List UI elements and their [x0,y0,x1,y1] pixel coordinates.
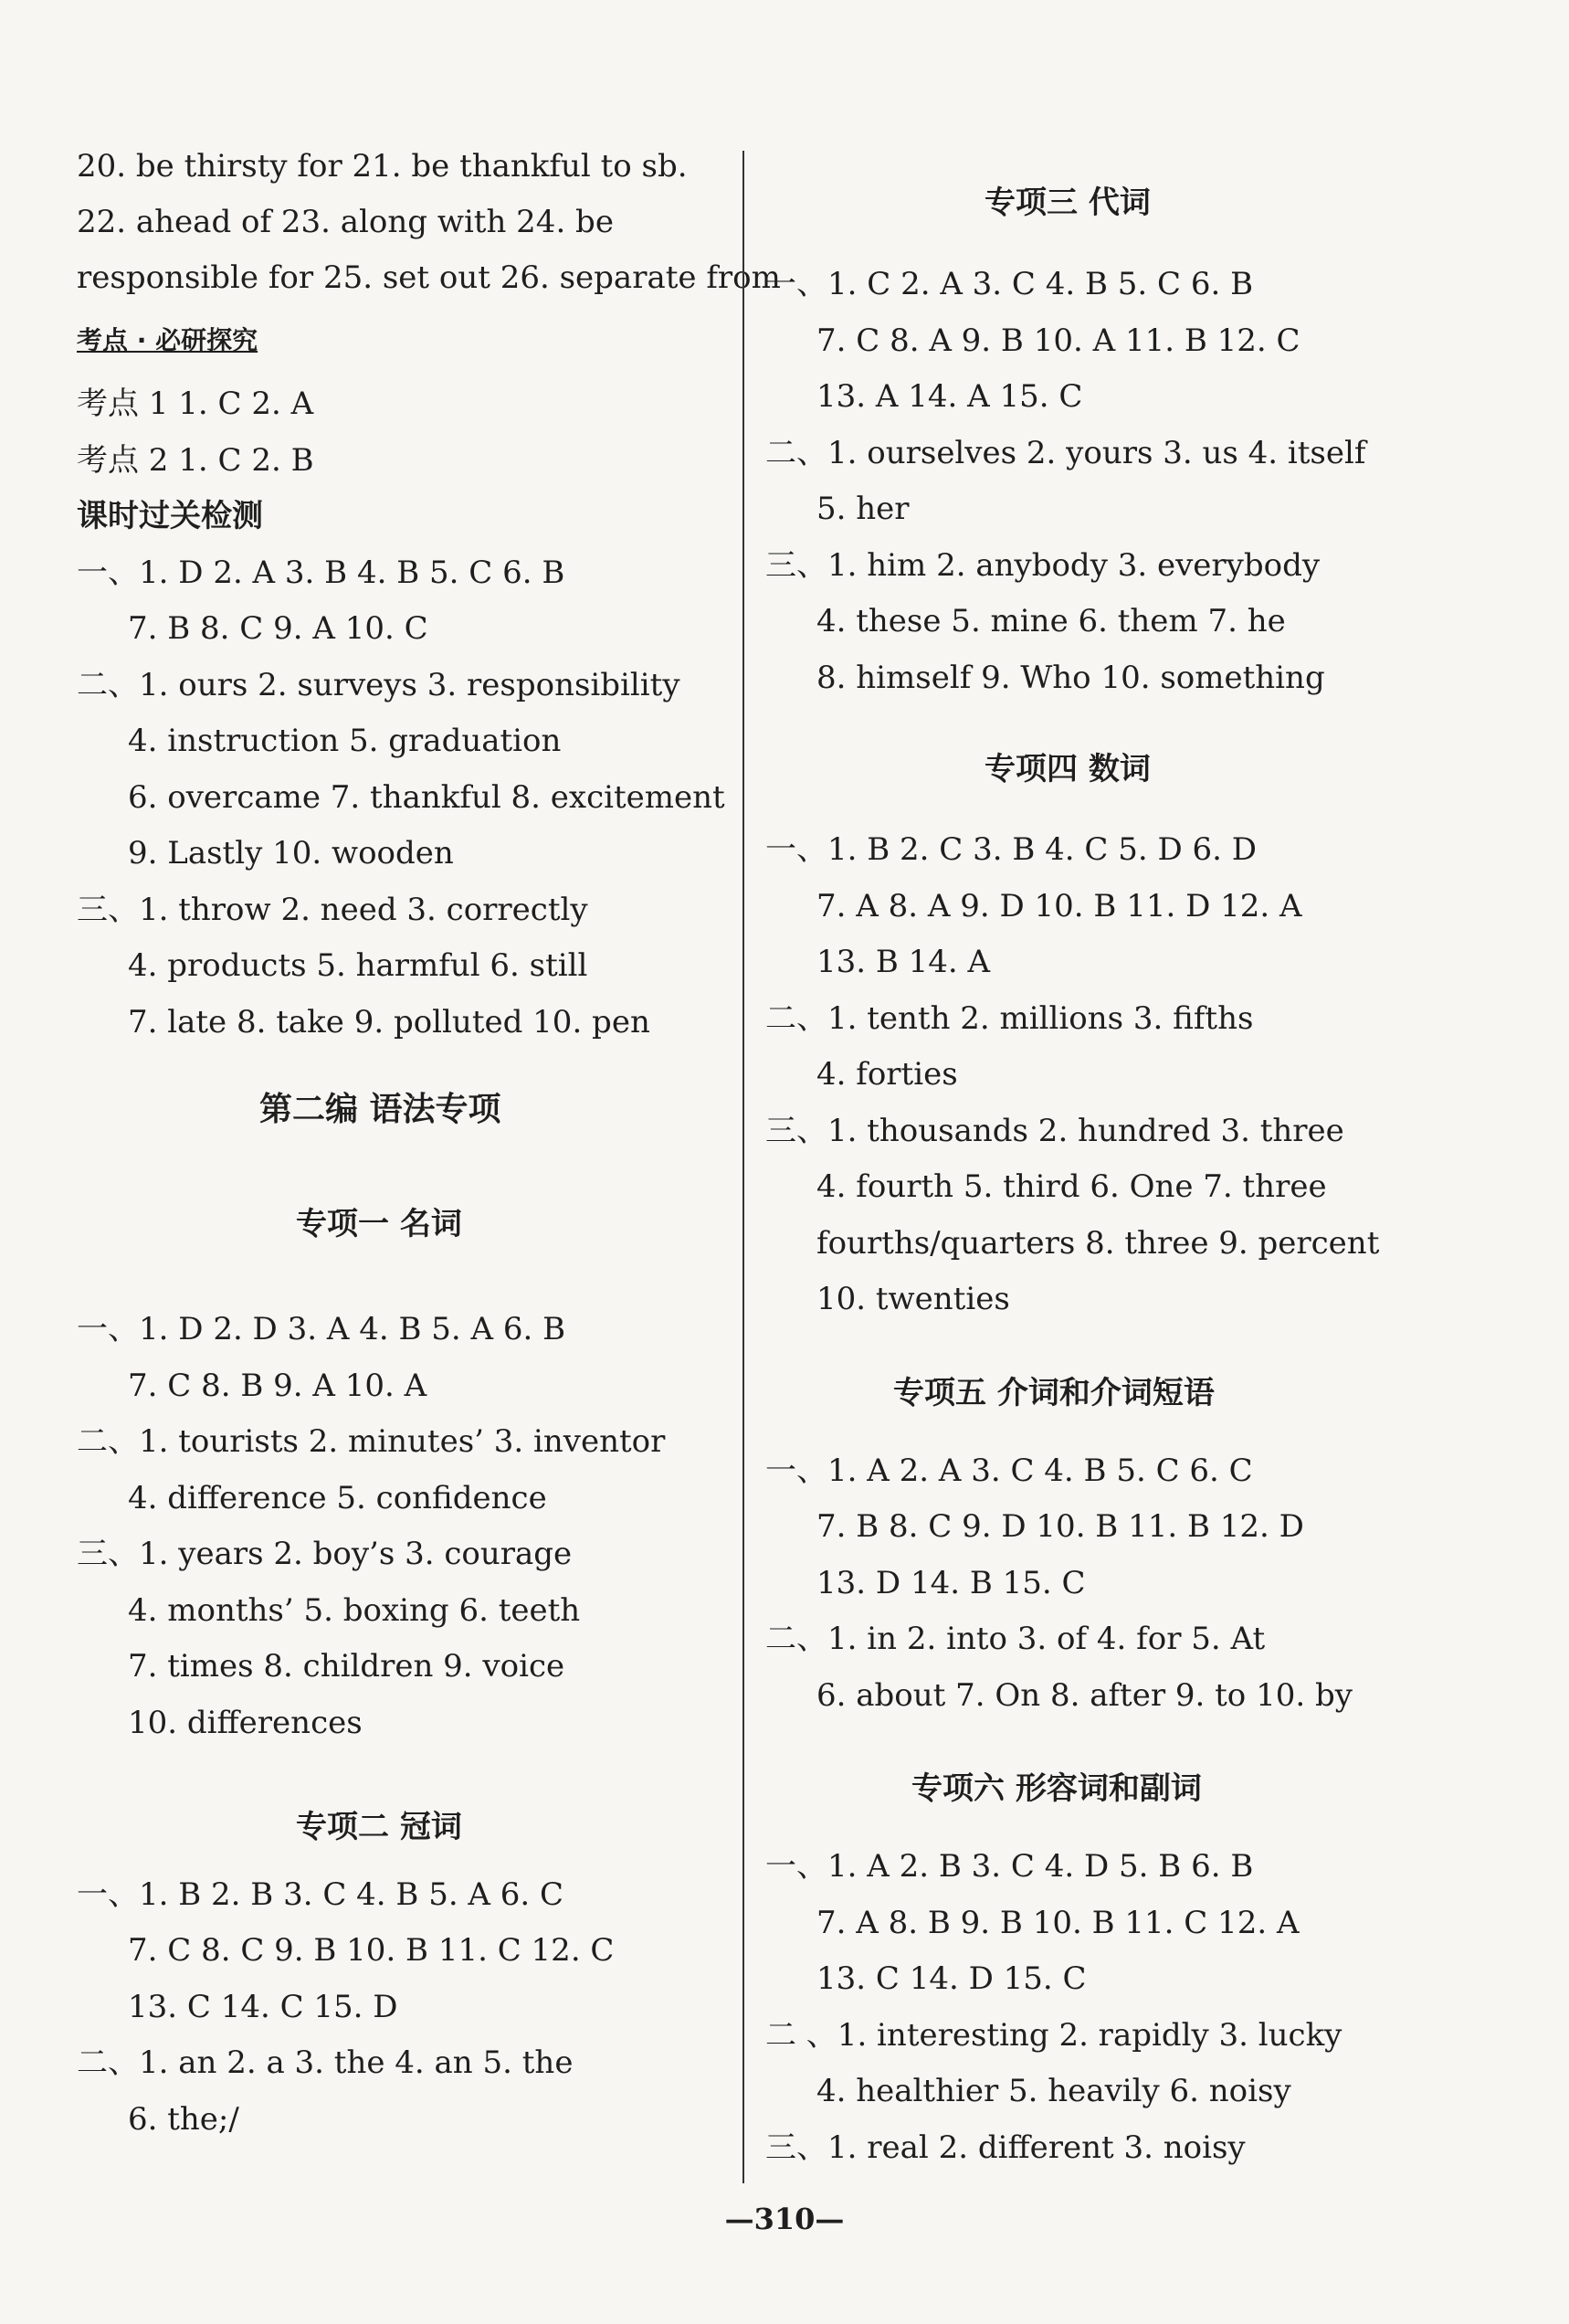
section-heading: 专项四 数词 [985,751,1151,787]
answer-line: 13. C 14. D 15. C [816,1960,1087,1997]
section-heading: 专项三 代词 [985,185,1151,221]
answer-line: 二、1. tourists 2. minutes’ 3. inventor [77,1423,666,1460]
answer-line: 7. A 8. A 9. D 10. B 11. D 12. A [816,888,1302,924]
answer-line: 7. C 8. B 9. A 10. A [128,1368,427,1404]
answer-line: 一、1. B 2. C 3. B 4. C 5. D 6. D [765,831,1258,868]
answer-line: 6. about 7. On 8. after 9. to 10. by [816,1677,1353,1714]
subheading: 考点 · 必研探究 [77,325,258,355]
answer-line: 20. be thirsty for 21. be thankful to sb. [77,148,688,185]
answer-line: 4. instruction 5. graduation [128,723,562,759]
answer-line: 4. products 5. harmful 6. still [128,947,588,984]
section-heading: 专项六 形容词和副词 [911,1770,1202,1807]
answer-line: 8. himself 9. Who 10. something [816,660,1325,696]
answer-line: 6. the;/ [128,2101,239,2138]
answer-line: 三、1. him 2. anybody 3. everybody [765,547,1321,584]
answer-line: 一、1. A 2. A 3. C 4. B 5. C 6. C [765,1452,1253,1489]
answer-line: 三、1. throw 2. need 3. correctly [77,892,588,928]
section-heading: 专项一 名词 [296,1206,462,1242]
answer-line: 9. Lastly 10. wooden [128,835,454,872]
answer-line: 7. late 8. take 9. polluted 10. pen [128,1004,650,1041]
answer-line: 4. healthier 5. heavily 6. noisy [816,2073,1291,2109]
answer-line: 4. these 5. mine 6. them 7. he [816,603,1286,639]
page-number: —310— [724,2202,845,2236]
answer-line: 二、1. an 2. a 3. the 4. an 5. the [77,2044,574,2081]
answer-line: 三、1. years 2. boy’s 3. courage [77,1536,573,1572]
answer-line: 三、1. thousands 2. hundred 3. three [765,1113,1344,1149]
answer-line: 7. A 8. B 9. B 10. B 11. C 12. A [816,1905,1300,1941]
answer-line: 一、1. D 2. D 3. A 4. B 5. A 6. B [77,1311,566,1347]
answer-line: 7. C 8. A 9. B 10. A 11. B 12. C [816,322,1300,359]
answer-line: 一、1. B 2. B 3. C 4. B 5. A 6. C [77,1876,564,1913]
answer-line: 考点 2 1. C 2. B [77,442,314,479]
part-heading: 第二编 语法专项 [259,1091,501,1128]
subheading: 课时过关检测 [77,498,263,534]
answer-line: 二、1. in 2. into 3. of 4. for 5. At [765,1621,1266,1657]
answer-line: 一、1. D 2. A 3. B 4. B 5. C 6. B [77,555,565,591]
answer-line: 一、1. A 2. B 3. C 4. D 5. B 6. B [765,1848,1254,1885]
answer-line: 7. B 8. C 9. D 10. B 11. B 12. D [816,1508,1304,1545]
answer-line: 二、1. ourselves 2. yours 3. us 4. itself [765,435,1366,471]
answer-line: 6. overcame 7. thankful 8. excitement [128,779,725,816]
column-divider [742,151,744,2183]
section-heading: 专项五 介词和介词短语 [893,1375,1215,1411]
answer-line: responsible for 25. set out 26. separate from [77,259,781,296]
answer-line: 考点 1 1. C 2. A [77,386,314,422]
answer-line: 一、1. C 2. A 3. C 4. B 5. C 6. B [765,266,1254,302]
answer-line: 13. D 14. B 15. C [816,1565,1086,1601]
answer-line: 二、1. tenth 2. millions 3. fifths [765,1000,1254,1037]
answer-line: 10. twenties [816,1281,1010,1317]
section-heading: 专项二 冠词 [296,1809,462,1845]
answer-line: 二、1. ours 2. surveys 3. responsibility [77,667,680,703]
answer-line: 4. fourth 5. third 6. One 7. three [816,1168,1327,1205]
answer-line: 4. forties [816,1056,958,1093]
answer-line: 5. her [816,491,910,527]
answer-line: 三、1. real 2. different 3. noisy [765,2129,1246,2166]
answer-line: 7. B 8. C 9. A 10. C [128,610,428,647]
answer-line: 10. differences [128,1705,363,1741]
answer-line: 13. C 14. C 15. D [128,1989,398,2025]
answer-line: 7. times 8. children 9. voice [128,1648,565,1685]
answer-line: 13. A 14. A 15. C [816,378,1083,415]
answer-line: 二 、1. interesting 2. rapidly 3. lucky [765,2017,1343,2054]
answer-line: 4. months’ 5. boxing 6. teeth [128,1592,581,1629]
answer-line: 13. B 14. A [816,944,991,980]
answer-line: fourths/quarters 8. three 9. percent [816,1225,1380,1262]
answer-line: 7. C 8. C 9. B 10. B 11. C 12. C [128,1932,615,1969]
answer-line: 4. difference 5. confidence [128,1480,547,1516]
answer-line: 22. ahead of 23. along with 24. be [77,204,614,240]
